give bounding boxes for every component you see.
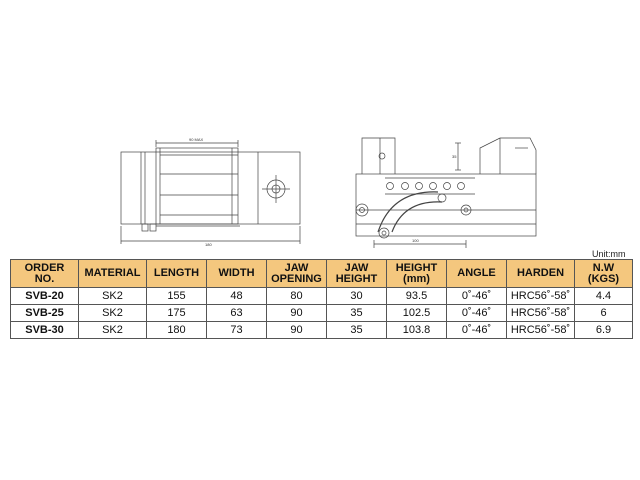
table-cell: 48: [207, 288, 267, 305]
column-header: [447, 260, 507, 288]
column-header-line: N.W: [592, 261, 615, 274]
column-header-line: JAW: [344, 261, 369, 274]
spec-table: [10, 259, 633, 339]
side-view-drawing: [356, 138, 536, 248]
column-header: [11, 260, 79, 288]
table-cell: 6: [575, 305, 633, 322]
order-no-cell: SVB-20: [11, 288, 79, 305]
column-header: [79, 260, 147, 288]
table-body: [11, 288, 633, 339]
column-header: [267, 260, 327, 288]
order-no-cell: SVB-25: [11, 305, 79, 322]
table-cell: 6.9: [575, 322, 633, 339]
side-height-dimension: 35: [452, 154, 457, 159]
table-cell: SK2: [79, 305, 147, 322]
table-cell: 90: [267, 305, 327, 322]
column-header: [387, 260, 447, 288]
table-cell: 0˚-46˚: [447, 322, 507, 339]
column-header-line: JAW: [284, 261, 309, 274]
table-row: [11, 305, 633, 322]
column-header-line: HEIGHT: [335, 272, 378, 285]
front-top-dimension: 90 MAX: [189, 137, 204, 142]
column-header: [507, 260, 575, 288]
column-header-line: ANGLE: [457, 267, 496, 279]
front-view-drawing: [121, 140, 300, 244]
table-header-row: [11, 260, 633, 288]
table-row: [11, 288, 633, 305]
column-header: [327, 260, 387, 288]
order-no-cell: SVB-30: [11, 322, 79, 339]
table-cell: 0˚-46˚: [447, 305, 507, 322]
table-cell: 103.8: [387, 322, 447, 339]
table-cell: 155: [147, 288, 207, 305]
table-cell: 180: [147, 322, 207, 339]
table-cell: 35: [327, 305, 387, 322]
table-cell: 73: [207, 322, 267, 339]
column-header: [207, 260, 267, 288]
side-bottom-dimension: 100: [412, 238, 419, 243]
column-header-line: LENGTH: [153, 267, 200, 279]
column-header-line: NO.: [34, 272, 55, 285]
table-cell: 0˚-46˚: [447, 288, 507, 305]
unit-label: Unit:mm: [592, 249, 626, 259]
table-cell: 93.5: [387, 288, 447, 305]
table-cell: SK2: [79, 288, 147, 305]
table-cell: 4.4: [575, 288, 633, 305]
table-row: [11, 322, 633, 339]
column-header-line: MATERIAL: [84, 267, 141, 279]
table-cell: 63: [207, 305, 267, 322]
table-cell: 175: [147, 305, 207, 322]
table-cell: 90: [267, 322, 327, 339]
column-header: [147, 260, 207, 288]
table-cell: 80: [267, 288, 327, 305]
front-bottom-dimension: 180: [205, 242, 212, 247]
table-cell: 30: [327, 288, 387, 305]
table-cell: SK2: [79, 322, 147, 339]
column-header: [575, 260, 633, 288]
table-cell: HRC56˚-58˚: [507, 288, 575, 305]
column-header-line: OPENING: [271, 272, 322, 285]
column-header-line: (KGS): [587, 272, 620, 285]
column-header-line: HARDEN: [516, 267, 565, 279]
table-cell: HRC56˚-58˚: [507, 322, 575, 339]
column-header-line: ORDER: [24, 261, 65, 274]
column-header-line: (mm): [403, 272, 430, 285]
table-cell: 35: [327, 322, 387, 339]
table-cell: 102.5: [387, 305, 447, 322]
table-cell: HRC56˚-58˚: [507, 305, 575, 322]
column-header-line: WIDTH: [218, 267, 255, 279]
column-header-line: HEIGHT: [395, 261, 438, 274]
